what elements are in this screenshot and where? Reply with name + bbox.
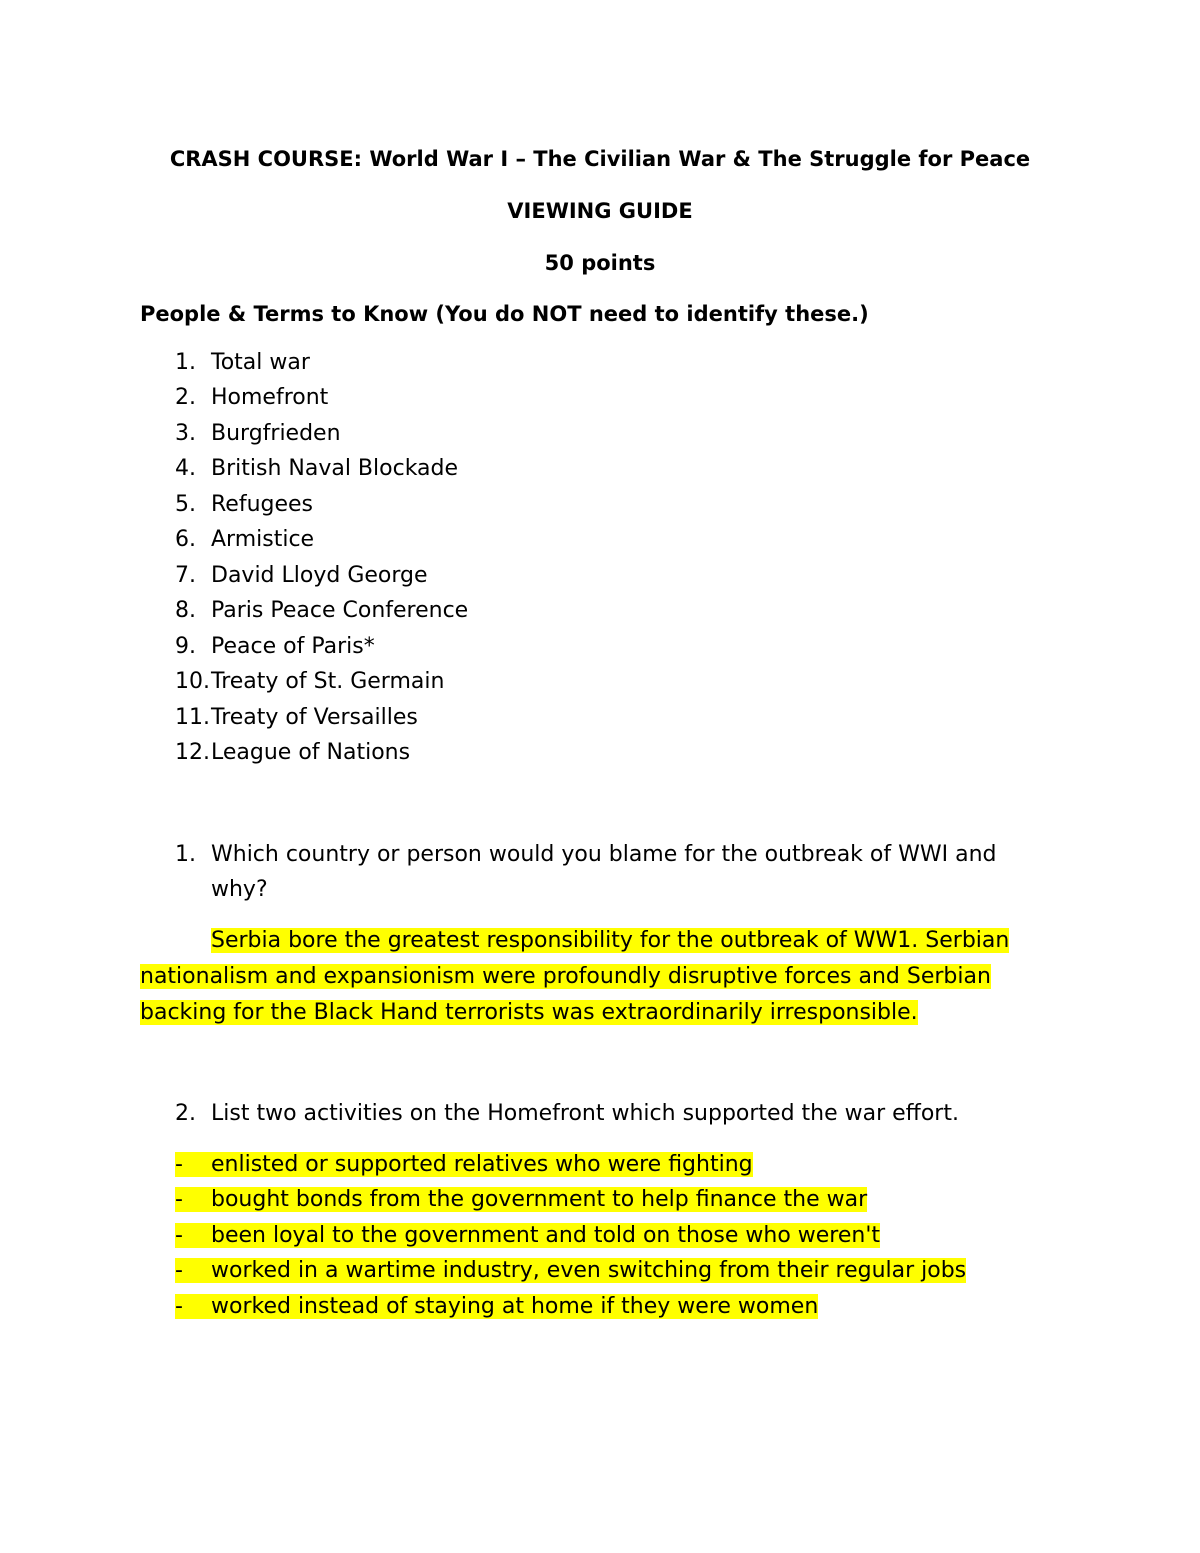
list-item: 10.Treaty of St. Germain (175, 669, 445, 694)
answer-1 (140, 923, 1040, 1031)
list-item: 7. David Lloyd George (175, 563, 428, 588)
question-2: 2. List two activities on the Homefront which supported the war effort. (175, 1101, 959, 1126)
answer-line: backing for the Black Hand terrorists was extraordinarily irresponsible. (140, 1000, 918, 1025)
list-item: - been loyal to the government and told on those who weren't (175, 1223, 881, 1248)
points-label: 50 points (544, 251, 656, 275)
list-item: - worked in a wartime industry, even switching from their regular jobs (175, 1258, 967, 1283)
answer-line: nationalism and expansionism were profoundly disruptive forces and Serbian (140, 964, 991, 989)
document-title: CRASH COURSE: World War I – The Civilian War & The Struggle for Peace (169, 147, 1031, 171)
list-item: 11.Treaty of Versailles (175, 705, 418, 730)
list-item: 12.League of Nations (175, 740, 411, 765)
list-item: 1. Total war (175, 350, 310, 375)
list-item: 5. Refugees (175, 492, 314, 517)
list-item: 3. Burgfrieden (175, 421, 341, 446)
question-1-continued: why? (211, 877, 268, 902)
list-item: - bought bonds from the government to help finance the war (175, 1187, 868, 1212)
list-item: 4. British Naval Blockade (175, 456, 459, 481)
question-1: 1. Which country or person would you blame for the outbreak of WWI and (175, 842, 997, 867)
answer-line: Serbia bore the greatest responsibility for the outbreak of WW1. Serbian (211, 928, 1010, 953)
list-item: 2. Homefront (175, 385, 329, 410)
list-item: 8. Paris Peace Conference (175, 598, 469, 623)
list-item: - enlisted or supported relatives who were fighting (175, 1152, 753, 1177)
list-item: - worked instead of staying at home if they were women (175, 1294, 819, 1319)
list-item: 6. Armistice (175, 527, 315, 552)
terms-heading: People & Terms to Know (You do NOT need to identify these.) (140, 302, 869, 326)
document-subtitle: VIEWING GUIDE (507, 199, 693, 223)
list-item: 9. Peace of Paris* (175, 634, 375, 659)
